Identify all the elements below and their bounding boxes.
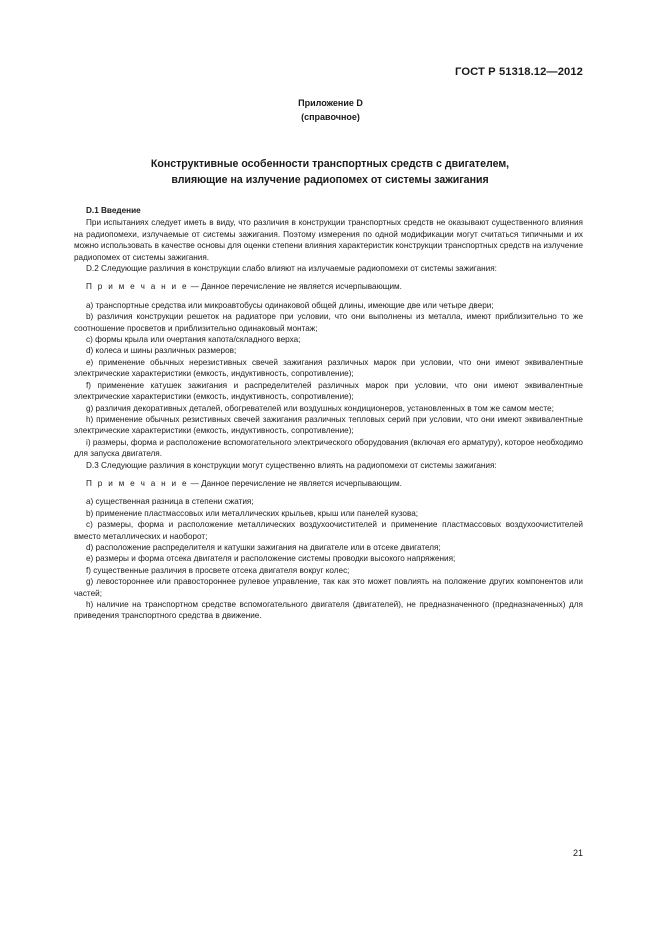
document-title	[90, 157, 570, 188]
note-text: — Данное перечисление не является исчерпывающим.	[188, 478, 402, 488]
list-item: f) существенные различия в просвете отсека двигателя вокруг колес;	[86, 565, 350, 575]
appendix-kind: (справочное)	[301, 112, 360, 122]
list-item: b) различия конструкции решеток на радиаторе при условии, что они выполнены из металла, имеют приблизительно то же соотношение просветов и приблизительно одинаковый монтаж;	[74, 312, 583, 333]
list-item: g) различия декоративных деталей, обогревателей или воздушных кондиционеров, установленных в том же самом месте;	[86, 403, 554, 413]
note-text: — Данное перечисление не является исчерпывающим.	[188, 282, 402, 292]
list-item: c) размеры, форма и расположение металлических воздухоочистителей и применение пластмассовых воздухоочистителей вместо металлических и наоборот;	[74, 520, 583, 541]
list-item: i) размеры, форма и расположение вспомогательного электрического оборудования (включая его арматуру), которое необходимо для запуска двигателя.	[74, 437, 583, 459]
list-item: e) применение обычных нерезистивных свечей зажигания различных марок при условии, что они имеют эквивалентные электрические характеристики (емкость, индуктивность, сопротивление);	[74, 357, 583, 379]
note-label: П р и м е ч а н и е	[86, 478, 189, 488]
section-d3-lead: D.3 Следующие различия в конструкции могут существенно влиять на радиопомехи от системы зажигания:	[86, 460, 497, 470]
list-item: h) применение обычных резистивных свечей зажигания различных тепловых серий при условии, что они имеют эквивалентные электрические характеристики (емкость, индуктивность, сопротивление);	[74, 414, 583, 436]
list-item: c) формы крыла или очертания капота/складного верха;	[86, 335, 301, 345]
document-body	[74, 205, 583, 622]
note-label: П р и м е ч а н и е	[86, 282, 189, 292]
appendix-heading	[0, 96, 661, 124]
page-number: 21	[572, 848, 583, 858]
list-item: a) транспортные средства или микроавтобусы одинаковой общей длины, имеющие две или четыре двери;	[86, 300, 494, 310]
list-item: e) размеры и форма отсека двигателя и расположение системы проводки высокого напряжения;	[86, 554, 456, 564]
standard-code: ГОСТ Р 51318.12—2012	[455, 66, 583, 78]
list-item: d) колеса и шины различных размеров;	[86, 346, 237, 356]
list-item: b) применение пластмассовых или металлических крыльев, крыш или панелей кузова;	[86, 508, 419, 518]
section-d1-heading: D.1 Введение	[86, 206, 141, 215]
list-item: g) левостороннее или правостороннее рулевое управление, так как это может повлиять на положение других компонентов или частей;	[74, 577, 583, 598]
appendix-label: Приложение D	[298, 98, 363, 108]
list-item: d) расположение распределителя и катушки зажигания на двигателе или в отсеке двигателя;	[86, 542, 441, 552]
section-d3-note	[74, 478, 583, 489]
list-item: f) применение катушек зажигания и распределителей различных марок при условии, что они имеют эквивалентные электрические характеристики (емкость, индуктивность, сопротивление);	[74, 380, 583, 402]
section-d1-intro: При испытаниях следует иметь в виду, что различия в конструкции транспортных средств не оказывают существенного влияния на радиопомехи, излучаемые от системы зажигания. Поэтому измерения по одной модификации могут считаться типичными и их можно использовать в качестве основы для оценки степени влияния характеристик конструкции транспортных средств на излучение радиопомех от системы зажигания.	[74, 218, 583, 262]
title-line-2: влияющие на излучение радиопомех от системы зажигания	[171, 173, 489, 186]
section-d2-lead: D.2 Следующие различия в конструкции слабо влияют на излучаемые радиопомехи от системы зажигания:	[86, 264, 497, 274]
list-item: a) существенная разница в степени сжатия;	[86, 497, 254, 507]
title-line-1: Конструктивные особенности транспортных средств с двигателем,	[150, 158, 510, 170]
list-item: h) наличие на транспортном средстве вспомогательного двигателя (двигателей), не предназначенного (предназначенных) для приведения транспортного средства в движение.	[74, 600, 583, 621]
section-d2-note	[74, 281, 583, 292]
